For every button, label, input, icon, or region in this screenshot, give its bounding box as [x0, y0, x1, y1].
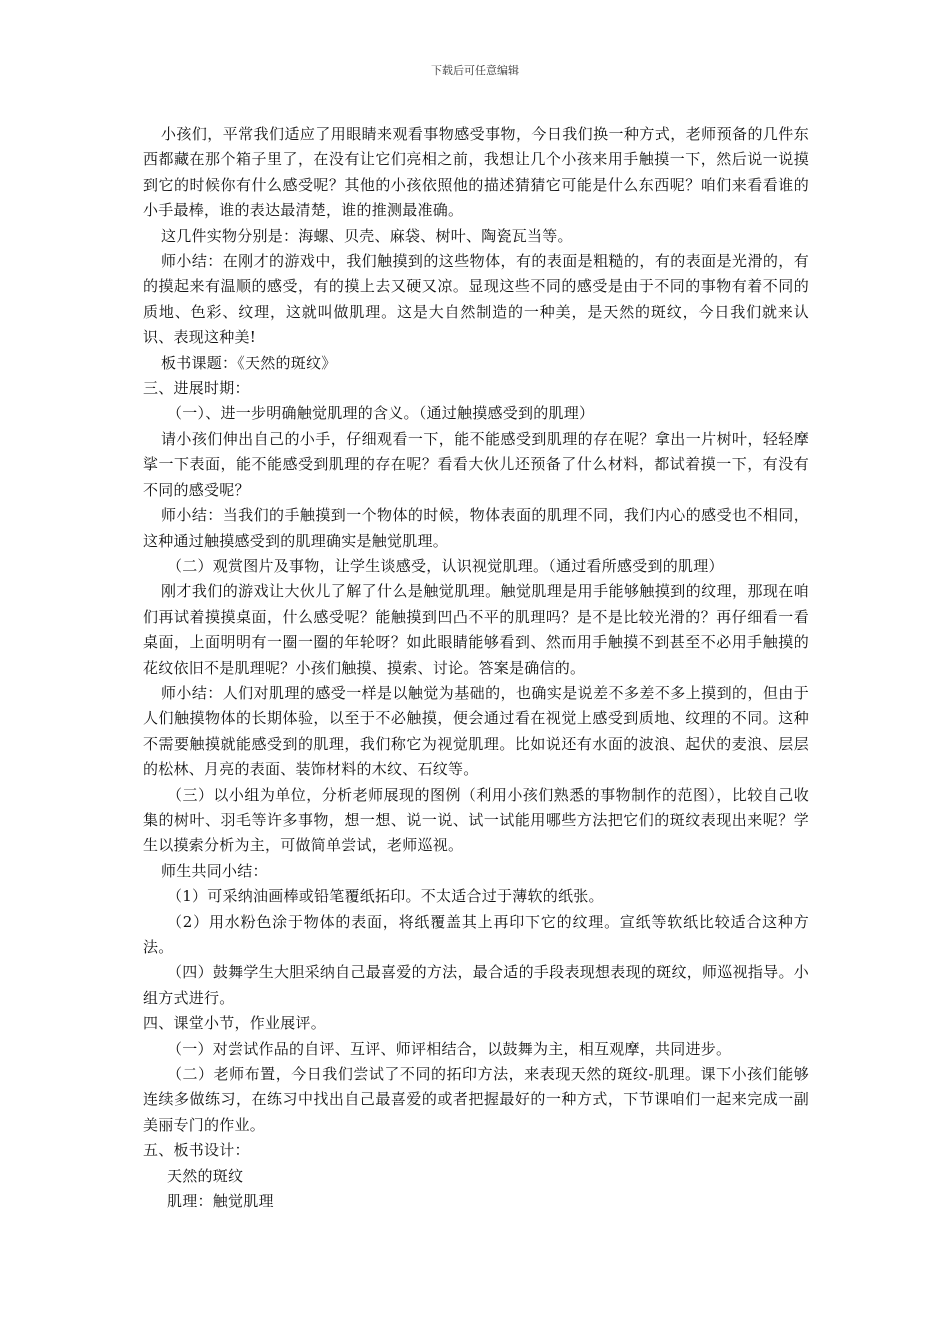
paragraph: 这几件实物分别是：海螺、贝壳、麻袋、树叶、陶瓷瓦当等。: [161, 226, 573, 245]
paragraph: 请小孩们伸出自己的小手，仔细观看一下，能不能感受到肌理的存在呢？拿出一片树叶，轻轻摩挲一下表面，能不能感受到肌理的存在呢？看看大伙儿还预备了什么材料，都试着摸一下，有没有不同的感受呢？: [143, 429, 809, 499]
paragraph: （1）可采纳油画棒或铅笔覆纸拓印。不太适合过于薄软的纸张。: [167, 887, 604, 906]
document-body: [143, 122, 809, 1214]
paragraph: 天然的斑纹: [167, 1166, 244, 1185]
paragraph: 板书课题：《天然的斑纹》: [161, 353, 337, 372]
paragraph: （2）用水粉色涂于物体的表面，将纸覆盖其上再印下它的纹理。宣纸等软纸比较适合这种方法。: [143, 912, 809, 956]
paragraph: （一）、进一步明确触觉肌理的含义。（通过触摸感受到的肌理）: [167, 404, 595, 423]
paragraph: 刚才我们的游戏让大伙儿了解了什么是触觉肌理。触觉肌理是用手能够触摸到的纹理，那现在咱们再试着摸摸桌面，什么感受呢？能触摸到凹凸不平的肌理吗？是不是比较光滑的？再仔细看一看桌面，上面明明有一圈一圈的年轮呀？如此眼睛能够看到、然而用手触摸不到甚至不必用手触摸的花纹依旧不是肌理呢？小孩们触摸、摸索、讨论。答案是确信的。: [143, 582, 809, 677]
paragraph: 肌理：触觉肌理: [167, 1192, 274, 1211]
paragraph: 师生共同小结：: [161, 861, 268, 880]
paragraph: （一）对尝试作品的自评、互评、师评相结合，以鼓舞为主，相互观摩，共同进步。: [167, 1039, 732, 1058]
paragraph: （三）以小组为单位，分析老师展现的图例（利用小孩们熟悉的事物制作的范图），比较自己收集的树叶、羽毛等许多事物，想一想、说一说、试一试能用哪些方法把它们的斑纹表现出来呢？学生以摸索分析为主，可做简单尝试，老师巡视。: [143, 785, 809, 855]
paragraph: 四、课堂小节，作业展评。: [143, 1014, 327, 1033]
paragraph: 师小结：在刚才的游戏中，我们触摸到的这些物体，有的表面是粗糙的，有的表面是光滑的，有的摸起来有温顺的感受，有的摸上去又硬又凉。显现这些不同的感受是由于不同的事物有着不同的质地、色彩、纹理，这就叫做肌理。这是大自然制造的一种美，是天然的斑纹，今日我们就来认识、表现这种美!: [143, 252, 809, 347]
paragraph: 三、进展时期：: [143, 379, 250, 398]
paragraph: 小孩们，平常我们适应了用眼睛来观看事物感受事物，今日我们换一种方式，老师预备的几件东西都藏在那个箱子里了，在没有让它们亮相之前，我想让几个小孩来用手触摸一下，然后说一说摸到它的时候你有什么感受呢？其他的小孩依照他的描述猜猜它可能是什么东西呢？咱们来看看谁的小手最棒，谁的表达最清楚，谁的推测最准确。: [143, 125, 809, 220]
paragraph: （二）老师布置，今日我们尝试了不同的拓印方法，来表现天然的斑纹-肌理。课下小孩们能够连续多做练习，在练习中找出自己最喜爱的或者把握最好的一种方式，下节课咱们一起来完成一副美丽专门的作业。: [143, 1065, 809, 1134]
paragraph: （二）观赏图片及事物，让学生谈感受，认识视觉肌理。（通过看所感受到的肌理）: [167, 556, 724, 575]
paragraph: 师小结：人们对肌理的感受一样是以触觉为基础的，也确实是说差不多差不多上摸到的，但由于人们触摸物体的长期体验，以至于不必触摸，便会通过看在视觉上感受到质地、纹理的不同。这种不需要触摸就能感受到的肌理，我们称它为视觉肌理。比如说还有水面的波浪、起伏的麦浪、层层的松林、月亮的表面、装饰材料的木纹、石纹等。: [143, 683, 809, 779]
paragraph: 五、板书设计：: [143, 1141, 250, 1160]
page-header: 下载后可任意编辑: [431, 64, 519, 77]
paragraph: （四）鼓舞学生大胆采纳自己最喜爱的方法，最合适的手段表现想表现的斑纹，师巡视指导。小组方式进行。: [143, 963, 809, 1007]
paragraph: 师小结：当我们的手触摸到一个物体的时候，物体表面的肌理不同，我们内心的感受也不相同，这种通过触摸感受到的肌理确实是触觉肌理。: [143, 506, 809, 550]
